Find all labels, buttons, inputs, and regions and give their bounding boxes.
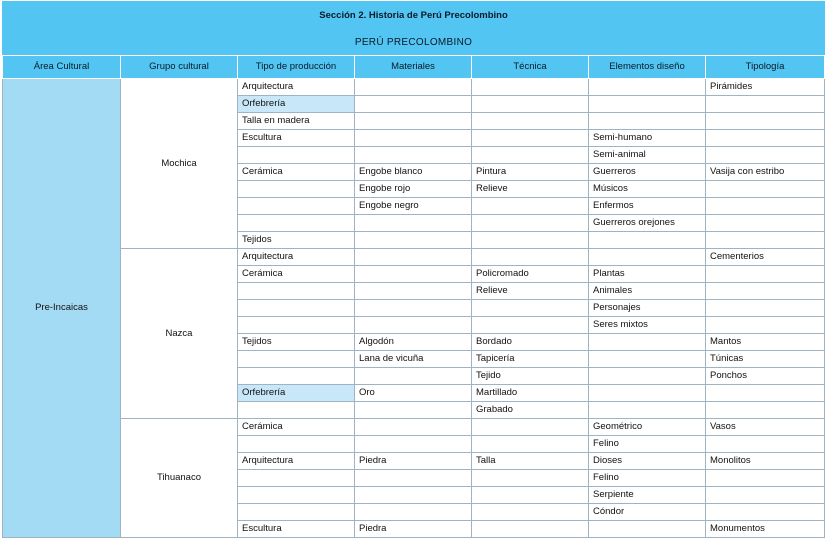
materiales-cell: Piedra (355, 453, 472, 470)
materiales-cell (355, 487, 472, 504)
elementos-cell: Enfermos (589, 198, 706, 215)
materiales-cell: Engobe blanco (355, 164, 472, 181)
tipo-cell: Escultura (238, 130, 355, 147)
tipologia-cell (706, 181, 825, 198)
elementos-cell (589, 351, 706, 368)
tecnica-cell: Martillado (472, 385, 589, 402)
table-row (3, 419, 825, 436)
tipologia-cell: Ponchos (706, 368, 825, 385)
culture-table (2, 1, 825, 538)
tipo-cell (238, 317, 355, 334)
tipo-cell: Escultura (238, 521, 355, 538)
tecnica-cell (472, 419, 589, 436)
elementos-cell: Geométrico (589, 419, 706, 436)
elementos-cell: Semi-humano (589, 130, 706, 147)
tecnica-cell (472, 300, 589, 317)
column-headers (3, 56, 825, 79)
tecnica-cell (472, 198, 589, 215)
tipo-cell: Cerámica (238, 266, 355, 283)
tipologia-cell (706, 113, 825, 130)
tipo-cell (238, 402, 355, 419)
tipo-cell: Orfebrería (238, 385, 355, 402)
elementos-cell: Seres mixtos (589, 317, 706, 334)
tipologia-cell (706, 266, 825, 283)
tipologia-cell (706, 147, 825, 164)
elementos-cell (589, 232, 706, 249)
tipologia-cell (706, 96, 825, 113)
tipologia-cell: Cementerios (706, 249, 825, 266)
elementos-cell: Felino (589, 436, 706, 453)
tipologia-cell (706, 402, 825, 419)
tecnica-cell: Relieve (472, 181, 589, 198)
tecnica-cell (472, 215, 589, 232)
tipologia-cell (706, 504, 825, 521)
tipo-cell (238, 368, 355, 385)
materiales-cell (355, 113, 472, 130)
tecnica-cell: Tapicería (472, 351, 589, 368)
tipo-cell (238, 351, 355, 368)
tipo-cell: Tejidos (238, 334, 355, 351)
tecnica-cell: Pintura (472, 164, 589, 181)
tecnica-cell: Bordado (472, 334, 589, 351)
tipo-cell (238, 300, 355, 317)
tipo-cell: Tejidos (238, 232, 355, 249)
tecnica-cell (472, 504, 589, 521)
tipo-cell (238, 181, 355, 198)
elementos-cell (589, 368, 706, 385)
tipologia-cell (706, 385, 825, 402)
grupo-cultural-cell: Mochica (121, 79, 238, 249)
elementos-cell: Plantas (589, 266, 706, 283)
elementos-cell: Animales (589, 283, 706, 300)
tipo-cell: Orfebrería (238, 96, 355, 113)
tipologia-cell (706, 300, 825, 317)
tecnica-cell: Tejido (472, 368, 589, 385)
elementos-cell (589, 402, 706, 419)
tipologia-cell (706, 487, 825, 504)
materiales-cell (355, 232, 472, 249)
tipo-cell (238, 283, 355, 300)
tipo-cell: Talla en madera (238, 113, 355, 130)
tipologia-cell (706, 283, 825, 300)
tecnica-cell (472, 96, 589, 113)
materiales-cell (355, 317, 472, 334)
materiales-cell (355, 368, 472, 385)
materiales-cell (355, 215, 472, 232)
elementos-cell: Personajes (589, 300, 706, 317)
elementos-cell (589, 249, 706, 266)
materiales-cell: Algodón (355, 334, 472, 351)
materiales-cell (355, 470, 472, 487)
area-cultural-cell: Pre-Incaicas (3, 79, 121, 538)
tipo-cell: Arquitectura (238, 79, 355, 96)
header-area: Área Cultural (3, 56, 121, 79)
tecnica-cell (472, 232, 589, 249)
tecnica-cell: Grabado (472, 402, 589, 419)
tipo-cell (238, 470, 355, 487)
materiales-cell: Piedra (355, 521, 472, 538)
header-materiales: Materiales (355, 56, 472, 79)
tipologia-cell (706, 215, 825, 232)
elementos-cell: Músicos (589, 181, 706, 198)
elementos-cell: Felino (589, 470, 706, 487)
tecnica-cell (472, 79, 589, 96)
materiales-cell: Lana de vicuña (355, 351, 472, 368)
materiales-cell (355, 283, 472, 300)
tecnica-cell (472, 130, 589, 147)
tipologia-cell (706, 436, 825, 453)
tecnica-cell (472, 113, 589, 130)
tipo-cell (238, 215, 355, 232)
tecnica-cell: Policromado (472, 266, 589, 283)
tipo-cell (238, 147, 355, 164)
elementos-cell (589, 79, 706, 96)
materiales-cell (355, 249, 472, 266)
tipo-cell: Cerámica (238, 164, 355, 181)
elementos-cell (589, 334, 706, 351)
materiales-cell (355, 300, 472, 317)
tecnica-cell (472, 487, 589, 504)
tipo-cell: Arquitectura (238, 453, 355, 470)
materiales-cell (355, 79, 472, 96)
elementos-cell (589, 96, 706, 113)
elementos-cell: Semi-animal (589, 147, 706, 164)
elementos-cell: Guerreros (589, 164, 706, 181)
tecnica-cell: Talla (472, 453, 589, 470)
elementos-cell (589, 113, 706, 130)
tipologia-cell: Vasija con estribo (706, 164, 825, 181)
header-grupo: Grupo cultural (121, 56, 238, 79)
materiales-cell (355, 402, 472, 419)
header-elementos: Elementos diseño (589, 56, 706, 79)
tecnica-cell (472, 521, 589, 538)
tipologia-cell (706, 198, 825, 215)
tecnica-cell (472, 317, 589, 334)
tecnica-cell (472, 436, 589, 453)
table-row (3, 79, 825, 96)
elementos-cell: Guerreros orejones (589, 215, 706, 232)
materiales-cell (355, 419, 472, 436)
elementos-cell: Dioses (589, 453, 706, 470)
elementos-cell: Serpiente (589, 487, 706, 504)
tipologia-cell: Monolitos (706, 453, 825, 470)
tecnica-cell (472, 249, 589, 266)
materiales-cell: Engobe negro (355, 198, 472, 215)
tipologia-cell: Monumentos (706, 521, 825, 538)
materiales-cell (355, 436, 472, 453)
tipologia-cell (706, 130, 825, 147)
tipo-cell: Cerámica (238, 419, 355, 436)
tipologia-cell: Mantos (706, 334, 825, 351)
table-subtitle: PERÚ PRECOLOMBINO (3, 30, 825, 56)
tecnica-cell (472, 470, 589, 487)
materiales-cell: Engobe rojo (355, 181, 472, 198)
grupo-cultural-cell: Tihuanaco (121, 419, 238, 538)
grupo-cultural-cell: Nazca (121, 249, 238, 419)
elementos-cell (589, 521, 706, 538)
section-title: Sección 2. Historia de Perú Precolombino (3, 2, 825, 30)
header-tipo: Tipo de producción (238, 56, 355, 79)
materiales-cell (355, 130, 472, 147)
elementos-cell: Cóndor (589, 504, 706, 521)
materiales-cell (355, 504, 472, 521)
materiales-cell: Oro (355, 385, 472, 402)
table-container (2, 1, 824, 538)
tipologia-cell: Vasos (706, 419, 825, 436)
tipo-cell (238, 198, 355, 215)
materiales-cell (355, 147, 472, 164)
tipologia-cell: Pirámides (706, 79, 825, 96)
tecnica-cell (472, 147, 589, 164)
tipo-cell: Arquitectura (238, 249, 355, 266)
materiales-cell (355, 266, 472, 283)
tipologia-cell (706, 470, 825, 487)
elementos-cell (589, 385, 706, 402)
tipologia-cell: Túnicas (706, 351, 825, 368)
tipo-cell (238, 504, 355, 521)
tecnica-cell: Relieve (472, 283, 589, 300)
tipologia-cell (706, 317, 825, 334)
table-body (3, 79, 825, 538)
tipo-cell (238, 487, 355, 504)
header-tecnica: Técnica (472, 56, 589, 79)
materiales-cell (355, 96, 472, 113)
tipologia-cell (706, 232, 825, 249)
table-row (3, 249, 825, 266)
tipo-cell (238, 436, 355, 453)
header-tipologia: Tipología (706, 56, 825, 79)
